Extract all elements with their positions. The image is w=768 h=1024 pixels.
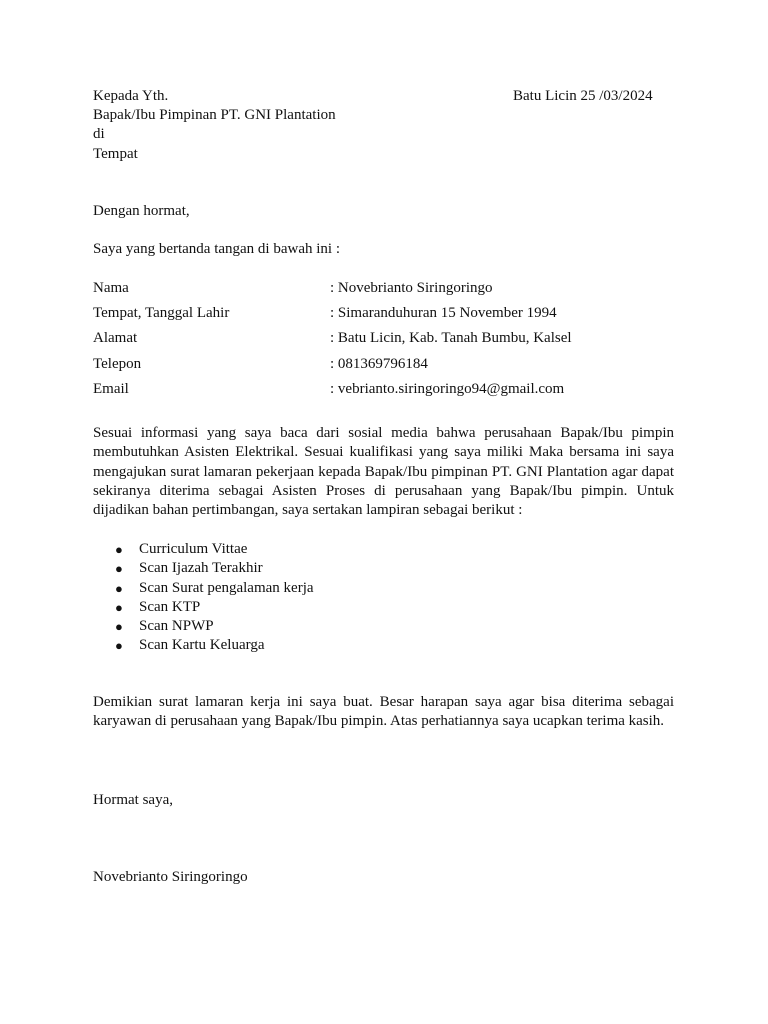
list-item bbox=[93, 617, 314, 636]
bullet-icon: ● bbox=[115, 638, 123, 654]
bullet-icon: ● bbox=[115, 542, 123, 557]
attachment-label: Scan KTP bbox=[139, 598, 201, 615]
intro-line: Saya yang bertanda tangan di bawah ini : bbox=[93, 241, 341, 257]
sign-off: Hormat saya, bbox=[93, 792, 173, 808]
applicant-value: : Batu Licin, Kab. Tanah Bumbu, Kalsel bbox=[330, 330, 572, 346]
greeting: Dengan hormat, bbox=[93, 203, 190, 219]
applicant-value: : Novebrianto Siringoringo bbox=[330, 280, 493, 296]
attachment-label: Scan NPWP bbox=[139, 618, 214, 635]
list-item bbox=[93, 598, 314, 617]
attachment-label: Scan Kartu Keluarga bbox=[139, 637, 265, 654]
list-item bbox=[93, 559, 314, 578]
applicant-value: : vebrianto.siringoringo94@gmail.com bbox=[330, 381, 565, 397]
applicant-label: Alamat bbox=[93, 330, 138, 346]
bullet-icon: ● bbox=[115, 619, 123, 635]
applicant-label: Tempat, Tanggal Lahir bbox=[93, 305, 230, 321]
attachment-label: Scan Ijazah Terakhir bbox=[139, 560, 263, 577]
recipient-line-3: di bbox=[93, 126, 105, 142]
recipient-line-2: Bapak/Ibu Pimpinan PT. GNI Plantation bbox=[93, 107, 336, 123]
attachment-label: Curriculum Vittae bbox=[139, 541, 248, 557]
body-paragraph: Sesuai informasi yang saya baca dari sosial media bahwa perusahaan Bapak/Ibu pimpin membutuhkan Asisten Elektrikal. Sesuai kualifikasi yang saya miliki Maka bersama ini saya mengajukan surat lamaran pekerjaan kepada Bapak/Ibu pimpinan PT. GNI Plantation agar dapat sekiranya diterima sebagai Asisten Proses di perusahaan yang Bapak/Ibu pimpin. Untuk dijadikan bahan pertimbangan, saya sertakan lampiran sebagai berikut : bbox=[93, 425, 674, 519]
bullet-icon: ● bbox=[115, 561, 123, 577]
recipient-line-1: Kepada Yth. bbox=[93, 88, 169, 104]
applicant-value: : Simaranduhuran 15 November 1994 bbox=[330, 305, 557, 321]
place-date: Batu Licin 25 /03/2024 bbox=[513, 88, 653, 104]
applicant-label: Nama bbox=[93, 280, 129, 296]
list-item bbox=[93, 636, 314, 655]
attachment-label: Scan Surat pengalaman kerja bbox=[139, 579, 314, 596]
closing-paragraph: Demikian surat lamaran kerja ini saya buat. Besar harapan saya agar bisa diterima sebagai karyawan di perusahaan yang Bapak/Ibu pimpin. Atas perhatiannya saya ucapkan terima kasih. bbox=[93, 694, 674, 730]
applicant-label: Telepon bbox=[93, 356, 142, 372]
signature-name: Novebrianto Siringoringo bbox=[93, 869, 248, 885]
list-item bbox=[93, 579, 314, 598]
applicant-value: : 081369796184 bbox=[330, 356, 428, 372]
bullet-icon: ● bbox=[115, 580, 123, 596]
list-item bbox=[93, 540, 314, 559]
bullet-icon: ● bbox=[115, 599, 123, 615]
attachments-list bbox=[93, 540, 314, 656]
applicant-label: Email bbox=[93, 381, 129, 397]
recipient-line-4: Tempat bbox=[93, 146, 138, 162]
